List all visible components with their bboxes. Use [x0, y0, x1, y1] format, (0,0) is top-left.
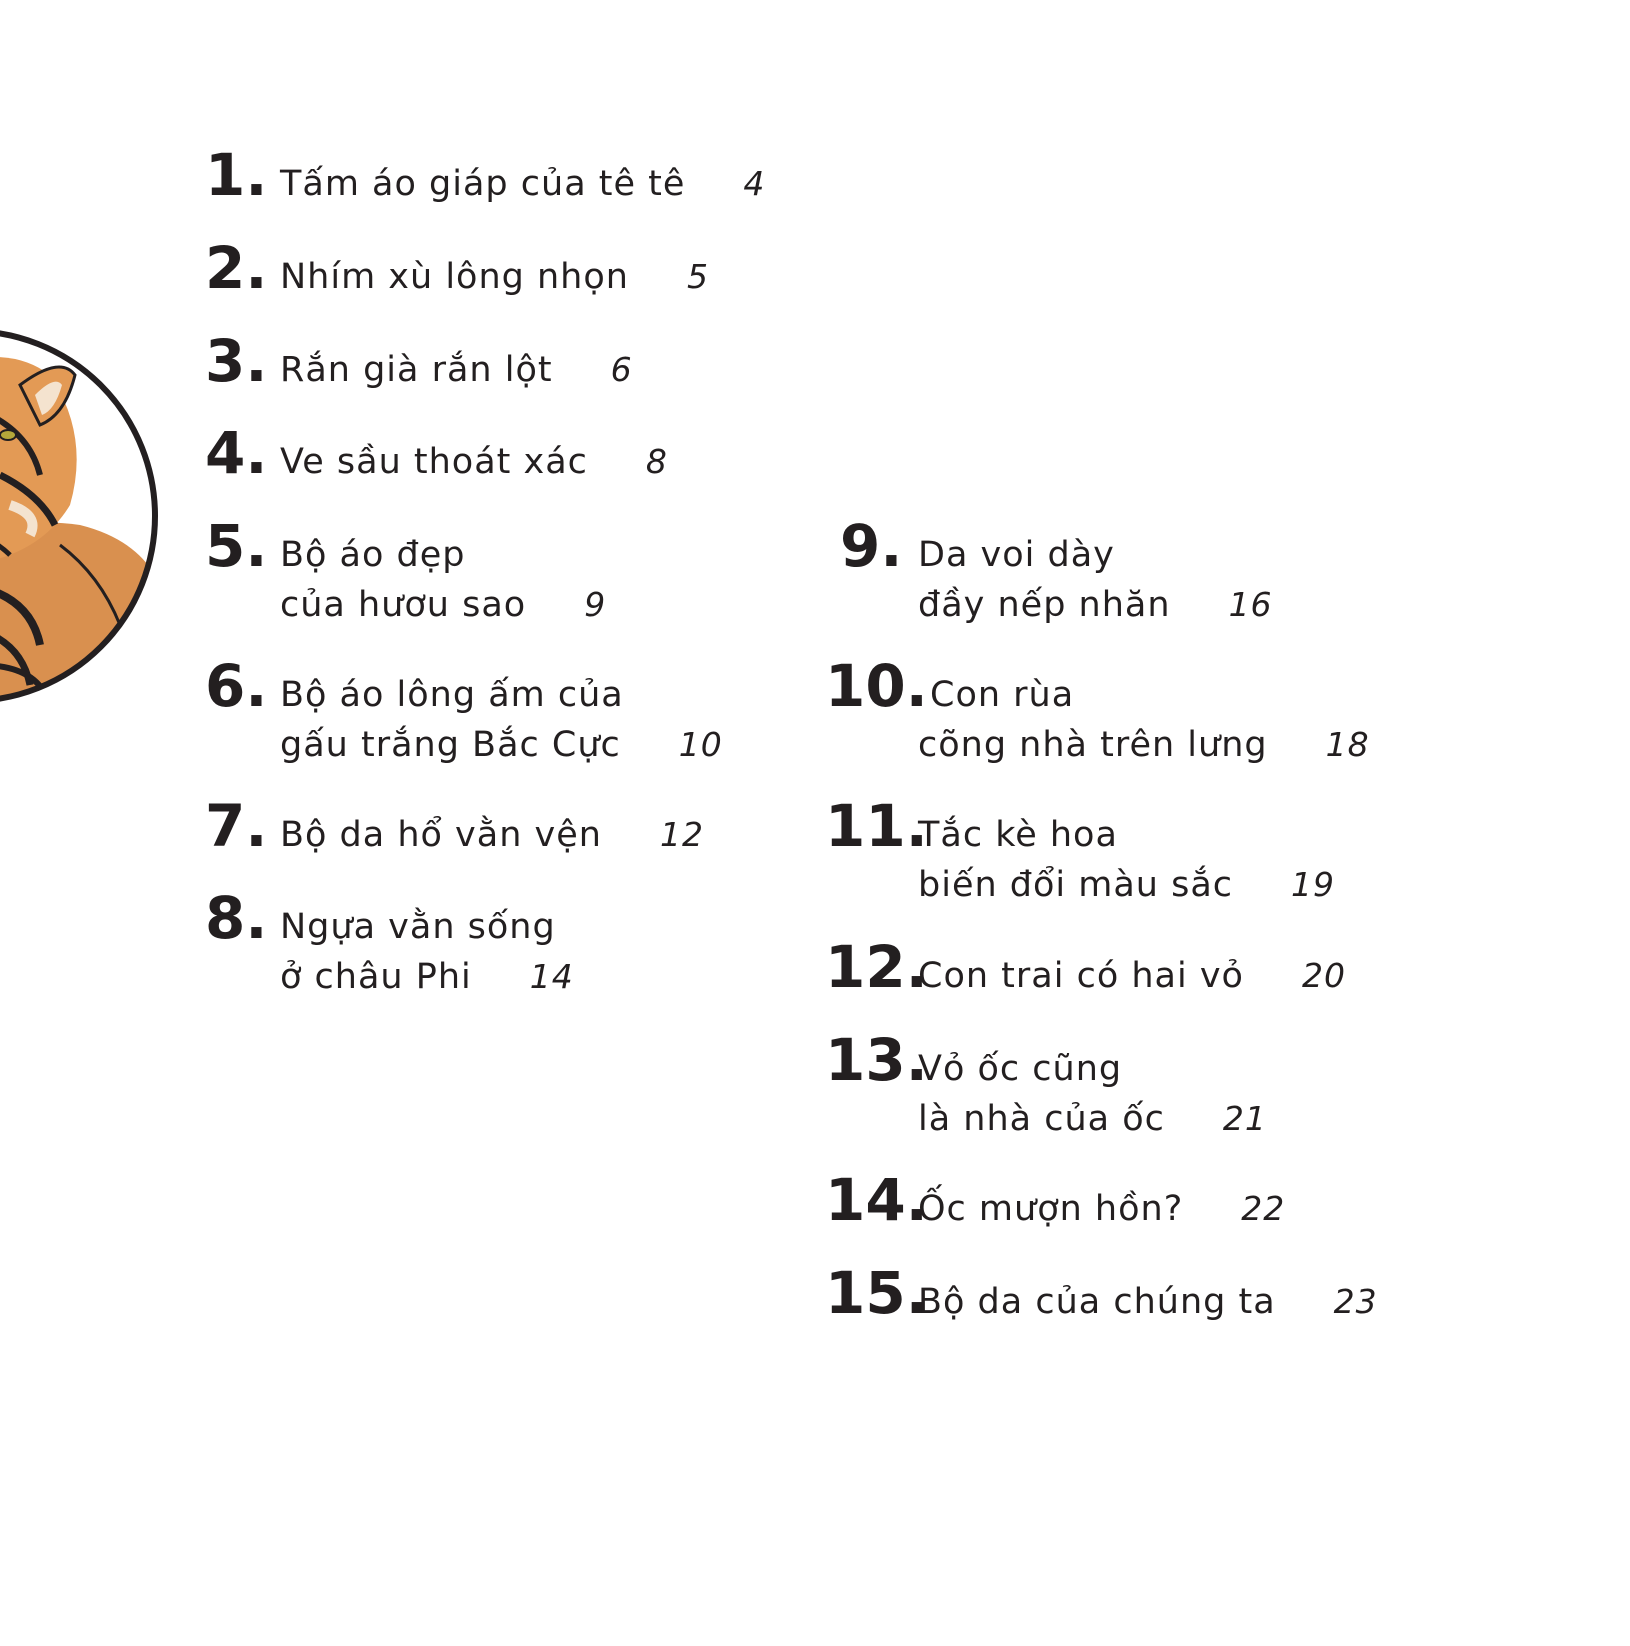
toc-item-title-line: Con rùa	[930, 675, 1075, 715]
toc-item-number: 9.	[840, 512, 903, 580]
toc-item-number: 4.	[205, 419, 268, 487]
toc-item-page: 23	[1333, 1282, 1378, 1321]
toc-item-title: Ốc mượn hồn? 22	[918, 1189, 1286, 1229]
toc-item-page: 19	[1291, 865, 1336, 904]
toc-item-title: Bộ da của chúng ta 23	[918, 1282, 1378, 1322]
toc-item-page: 6	[610, 350, 633, 389]
toc-item-page: 10	[678, 725, 723, 764]
toc-item-number: 5.	[205, 512, 268, 580]
toc-item-number: 7.	[205, 792, 268, 860]
toc-item-title-line: ở châu Phi 14	[280, 957, 574, 997]
toc-item-title-line: Vỏ ốc cũng	[918, 1049, 1123, 1089]
toc-item-title: Rắn già rắn lột 6	[280, 350, 633, 390]
toc-item-page: 21	[1222, 1099, 1267, 1138]
toc-item-title-line: gấu trắng Bắc Cực 10	[280, 725, 723, 765]
toc-item-number: 15.	[825, 1259, 928, 1327]
toc-item-title-line: Da voi dày	[918, 535, 1115, 575]
toc-item-title: Con trai có hai vỏ 20	[918, 956, 1346, 996]
toc-item-page: 20	[1301, 956, 1346, 995]
toc-item-title: Ve sầu thoát xác 8	[280, 442, 668, 482]
toc-item-title-line: Bộ áo lông ấm của	[280, 675, 624, 715]
toc-item-number: 2.	[205, 234, 268, 302]
toc-item-title-line: đầy nếp nhăn 16	[918, 585, 1273, 625]
toc-item-title-line: biến đổi màu sắc 19	[918, 865, 1336, 905]
toc-item-page: 5	[686, 257, 709, 296]
toc-item-page: 22	[1241, 1189, 1286, 1228]
toc-item-page: 4	[743, 164, 766, 203]
toc-item-title-line: là nhà của ốc 21	[918, 1099, 1267, 1139]
toc-item-title: Bộ da hổ vằn vện 12	[280, 815, 704, 855]
toc-item-number: 1.	[205, 141, 268, 209]
toc-item-number: 8.	[205, 884, 268, 952]
toc-item-number: 6.	[205, 652, 268, 720]
toc-item-number: 14.	[825, 1166, 928, 1234]
toc-item-title-line: Ngựa vằn sống	[280, 907, 556, 947]
toc-item-page: 16	[1228, 585, 1273, 624]
toc-item-page: 8	[645, 442, 668, 481]
toc-item-title-line: Bộ áo đẹp	[280, 535, 466, 575]
toc-item-title: Nhím xù lông nhọn 5	[280, 257, 709, 297]
toc-item-page: 14	[529, 957, 574, 996]
toc-item-title-line: Tắc kè hoa	[918, 815, 1118, 855]
tiger-illustration	[0, 325, 160, 707]
toc-item-title: Tấm áo giáp của tê tê 4	[280, 164, 766, 204]
toc-item-number: 3.	[205, 327, 268, 395]
toc-item-page: 9	[584, 585, 607, 624]
toc-item-number: 11.	[825, 792, 928, 860]
toc-item-number: 12.	[825, 933, 928, 1001]
toc-item-number: 13.	[825, 1026, 928, 1094]
toc-item-page: 12	[659, 815, 704, 854]
toc-item-number: 10.	[825, 652, 928, 720]
toc-item-title-line: cõng nhà trên lưng 18	[918, 725, 1370, 765]
toc-item-title-line: của hươu sao 9	[280, 585, 607, 625]
toc-item-page: 18	[1325, 725, 1370, 764]
